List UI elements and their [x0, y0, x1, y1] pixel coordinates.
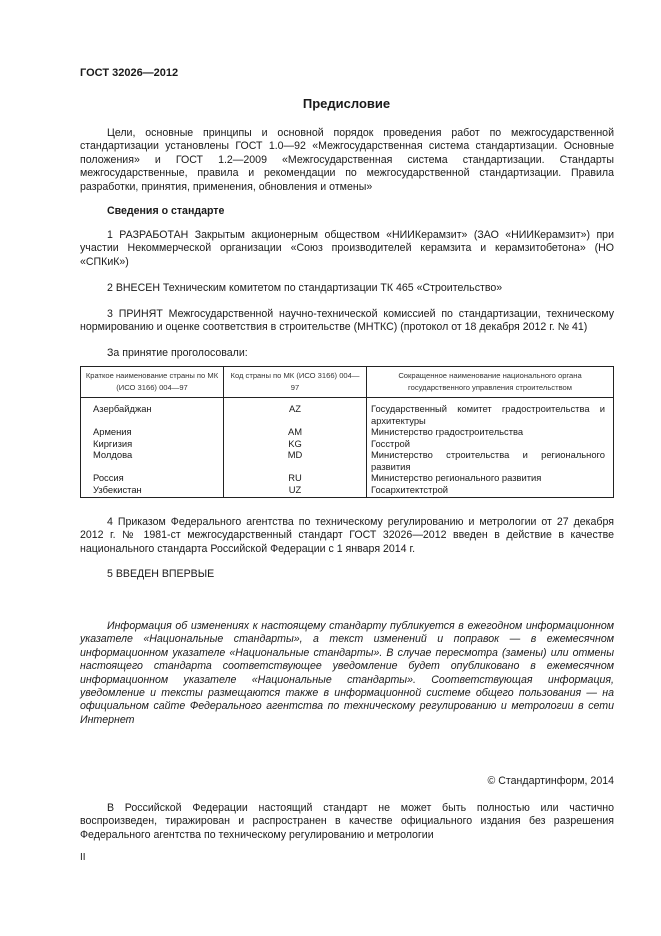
organization-name: Государственный комитет градостроительства и архитектуры: [367, 398, 614, 427]
table-row: [81, 484, 614, 498]
column-header-country: Краткое наименование страны по МК (ИСО 3166) 004—97: [81, 367, 224, 398]
votes-table: [80, 366, 614, 498]
country-name: Молдова: [81, 449, 224, 472]
country-code: KG: [224, 438, 367, 450]
item-enacted: 4 Приказом Федерального агентства по техническому регулированию и метрологии от 27 декабря 2012 г. № 1981-ст межгосударственный стандарт ГОСТ 32026—2012 введен в действие в качестве национального стандарта Российской Федерации с 1 января 2014 г.: [80, 516, 614, 555]
document-code-header: ГОСТ 32026—2012: [80, 67, 179, 79]
intro-paragraph: Цели, основные принципы и основной порядок проведения работ по межгосударственной стандартизации установлены ГОСТ 1.0—92 «Межгосударственная система стандартизации. Основные положения» и ГОСТ 1.2—2009 «Межгосударственная система стандартизации. Стандарты межгосударственные, правила и рекомендации по межгосударственной стандартизации. Правила разработки, принятия, применения, обновления и отмены»: [80, 127, 614, 193]
organization-name: Министерство регионального развития: [367, 472, 614, 484]
page-number: II: [80, 852, 86, 863]
country-name: Армения: [81, 426, 224, 438]
reproduction-rights-notice: В Российской Федерации настоящий стандарт не может быть полностью или частично воспроизведен, тиражирован и распространен в качестве официального издания без разрешения Федерального агентства по техническому регулированию и метрологии: [80, 802, 614, 841]
column-header-organization: Сокращенное наименование национального органа государственного управления строительством: [367, 367, 614, 398]
country-code: UZ: [224, 484, 367, 498]
country-code: AM: [224, 426, 367, 438]
item-introduced-first: 5 ВВЕДЕН ВПЕРВЫЕ: [107, 568, 215, 580]
votes-label: За принятие проголосовали:: [107, 347, 248, 359]
amendments-notice: Информация об изменениях к настоящему стандарту публикуется в ежегодном информационном указателе «Национальные стандарты», а текст изменений и поправок — в ежемесячном информационном указателе «Национальные стандарты». В случае пересмотра (замены) или отмены настоящего стандарта соответствующее уведомление будет опубликовано в ежемесячном информационном указателе «Национальные стандарты». Соответствующая информация, уведомление и тексты размещаются также в информационной системе общего пользования — на официальном сайте Федерального агентства по техническому регулированию и метрологии в сети Интернет: [80, 620, 614, 726]
table-row: [81, 398, 614, 427]
organization-name: Госстрой: [367, 438, 614, 450]
country-name: Азербайджан: [81, 398, 224, 427]
organization-name: Министерство градостроительства: [367, 426, 614, 438]
copyright-notice: © Стандартинформ, 2014: [487, 775, 614, 787]
column-header-code: Код страны по МК (ИСО 3166) 004—97: [224, 367, 367, 398]
country-code: RU: [224, 472, 367, 484]
country-code: AZ: [224, 398, 367, 427]
item-developed: 1 РАЗРАБОТАН Закрытым акционерным обществом «НИИКерамзит» (ЗАО «НИИКерамзит») при участии Некоммерческой организации «Союз производителей керамзита и керамзитобетона» (НО «СПКиК»): [80, 229, 614, 268]
table-row: [81, 449, 614, 472]
organization-name: Министерство строительства и регионального развития: [367, 449, 614, 472]
country-name: Россия: [81, 472, 224, 484]
page-title: Предисловие: [302, 96, 391, 111]
votes-table-header-row: [81, 367, 614, 398]
organization-name: Госархитектстрой: [367, 484, 614, 498]
table-row: [81, 426, 614, 438]
standard-info-heading: Сведения о стандарте: [107, 205, 225, 217]
item-submitted: 2 ВНЕСЕН Техническим комитетом по стандартизации ТК 465 «Строительство»: [107, 282, 503, 294]
country-name: Киргизия: [81, 438, 224, 450]
table-row: [81, 438, 614, 450]
country-code: MD: [224, 449, 367, 472]
country-name: Узбекистан: [81, 484, 224, 498]
item-adopted: 3 ПРИНЯТ Межгосударственной научно-технической комиссией по стандартизации, техническому нормированию и оценке соответствия в строительстве (МНТКС) (протокол от 18 декабря 2012 г. № 41): [80, 308, 614, 334]
table-row: [81, 472, 614, 484]
